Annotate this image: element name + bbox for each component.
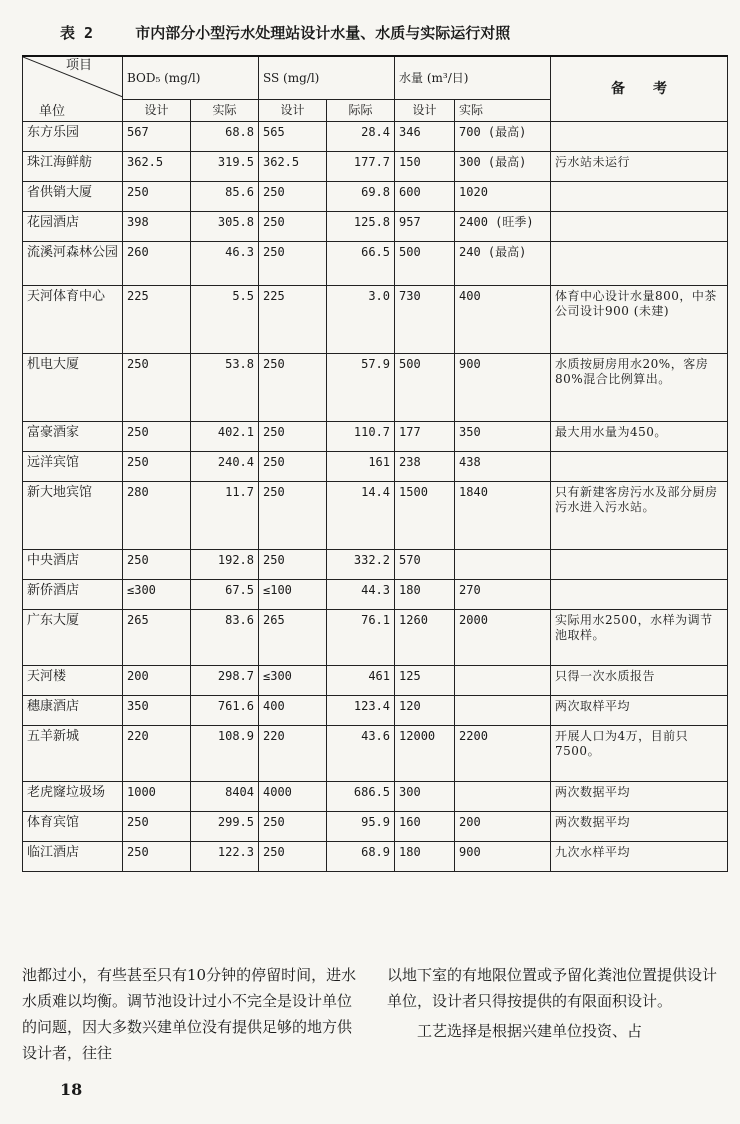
water-actual-cell: 900: [455, 842, 551, 872]
header-unit-label: 单位: [39, 104, 66, 119]
ss-actual-cell: 3.0: [327, 286, 395, 354]
bod-design-cell: 200: [123, 666, 191, 696]
remark-cell: [551, 452, 728, 482]
water-actual-cell: [455, 782, 551, 812]
water-actual-cell: 2400 (旺季): [455, 212, 551, 242]
header-water-design: 设计: [395, 100, 455, 122]
remark-cell: 实际用水2500，水样为调节池取样。: [551, 610, 728, 666]
unit-cell: 穗康酒店: [23, 696, 123, 726]
bod-design-cell: 250: [123, 550, 191, 580]
bod-design-cell: 260: [123, 242, 191, 286]
water-actual-cell: 300 (最高): [455, 152, 551, 182]
remark-cell: 两次取样平均: [551, 696, 728, 726]
data-table: [22, 55, 727, 872]
bod-actual-cell: 299.5: [191, 812, 259, 842]
ss-design-cell: 250: [259, 182, 327, 212]
table-row: [23, 812, 728, 842]
bod-actual-cell: 68.8: [191, 122, 259, 152]
ss-actual-cell: 125.8: [327, 212, 395, 242]
table-row: [23, 452, 728, 482]
unit-cell: 天河楼: [23, 666, 123, 696]
ss-actual-cell: 44.3: [327, 580, 395, 610]
table-row: [23, 696, 728, 726]
remark-cell: [551, 550, 728, 580]
ss-design-cell: 250: [259, 842, 327, 872]
ss-design-cell: 400: [259, 696, 327, 726]
table-row: [23, 122, 728, 152]
bod-design-cell: ≤300: [123, 580, 191, 610]
bod-actual-cell: 761.6: [191, 696, 259, 726]
unit-cell: 体育宾馆: [23, 812, 123, 842]
bod-design-cell: 362.5: [123, 152, 191, 182]
ss-design-cell: 250: [259, 550, 327, 580]
water-design-cell: 1260: [395, 610, 455, 666]
ss-actual-cell: 332.2: [327, 550, 395, 580]
ss-actual-cell: 68.9: [327, 842, 395, 872]
table-row: [23, 782, 728, 812]
body-column-left: 池都过小，有些甚至只有10分钟的停留时间，进水水质难以均衡。调节池设计过小不完全是设计单位的问题，因大多数兴建单位没有提供足够的地方供设计者，往往: [22, 966, 357, 1062]
body-paragraph: 以地下室的有地限位置或予留化粪池位置提供设计单位，设计者只得按提供的有限面积设计。: [387, 966, 718, 1010]
water-design-cell: 500: [395, 242, 455, 286]
unit-cell: 临江酒店: [23, 842, 123, 872]
water-design-cell: 300: [395, 782, 455, 812]
ss-design-cell: 220: [259, 726, 327, 782]
table-row: [23, 482, 728, 550]
ss-actual-cell: 66.5: [327, 242, 395, 286]
water-actual-cell: [455, 696, 551, 726]
water-actual-cell: [455, 666, 551, 696]
remark-cell: [551, 580, 728, 610]
bod-design-cell: 250: [123, 812, 191, 842]
bod-actual-cell: 298.7: [191, 666, 259, 696]
bod-design-cell: 1000: [123, 782, 191, 812]
water-actual-cell: 900: [455, 354, 551, 422]
water-design-cell: 957: [395, 212, 455, 242]
water-actual-cell: 2200: [455, 726, 551, 782]
remark-cell: 污水站未运行: [551, 152, 728, 182]
ss-actual-cell: 14.4: [327, 482, 395, 550]
table-row: [23, 182, 728, 212]
bod-actual-cell: 11.7: [191, 482, 259, 550]
water-actual-cell: 270: [455, 580, 551, 610]
table-label: 表 2: [60, 24, 94, 42]
ss-design-cell: ≤100: [259, 580, 327, 610]
water-actual-cell: 240 (最高): [455, 242, 551, 286]
remark-cell: 两次数据平均: [551, 782, 728, 812]
unit-cell: 新大地宾馆: [23, 482, 123, 550]
water-design-cell: 125: [395, 666, 455, 696]
ss-design-cell: 265: [259, 610, 327, 666]
water-actual-cell: 2000: [455, 610, 551, 666]
water-design-cell: 150: [395, 152, 455, 182]
remark-cell: 只得一次水质报告: [551, 666, 728, 696]
table-row: [23, 842, 728, 872]
ss-actual-cell: 123.4: [327, 696, 395, 726]
water-actual-cell: 1020: [455, 182, 551, 212]
table-row: [23, 152, 728, 182]
ss-design-cell: 250: [259, 242, 327, 286]
table-row: [23, 242, 728, 286]
remark-cell: 两次数据平均: [551, 812, 728, 842]
remark-cell: 最大用水量为450。: [551, 422, 728, 452]
bod-actual-cell: 67.5: [191, 580, 259, 610]
ss-actual-cell: 177.7: [327, 152, 395, 182]
ss-design-cell: 250: [259, 812, 327, 842]
unit-cell: 广东大厦: [23, 610, 123, 666]
header-water: 水量 (m³/日): [395, 56, 551, 100]
bod-actual-cell: 83.6: [191, 610, 259, 666]
remark-cell: [551, 242, 728, 286]
water-design-cell: 177: [395, 422, 455, 452]
unit-cell: 中央酒店: [23, 550, 123, 580]
remark-cell: [551, 212, 728, 242]
table-body: [23, 122, 728, 872]
unit-cell: 远洋宾馆: [23, 452, 123, 482]
water-design-cell: 730: [395, 286, 455, 354]
remark-cell: [551, 182, 728, 212]
unit-cell: 天河体育中心: [23, 286, 123, 354]
bod-actual-cell: 402.1: [191, 422, 259, 452]
table-row: [23, 610, 728, 666]
bod-actual-cell: 46.3: [191, 242, 259, 286]
water-actual-cell: 200: [455, 812, 551, 842]
bod-actual-cell: 8404: [191, 782, 259, 812]
header-bod: BOD₅ (mg/l): [123, 56, 259, 100]
ss-design-cell: 4000: [259, 782, 327, 812]
remark-cell: 开展人口为4万，目前只7500。: [551, 726, 728, 782]
header-ss-design: 设计: [259, 100, 327, 122]
bod-actual-cell: 240.4: [191, 452, 259, 482]
bod-design-cell: 250: [123, 354, 191, 422]
header-remark: 备 考: [551, 56, 728, 122]
diagonal-header-cell: [23, 56, 123, 122]
ss-actual-cell: 28.4: [327, 122, 395, 152]
ss-actual-cell: 461: [327, 666, 395, 696]
unit-cell: 富豪酒家: [23, 422, 123, 452]
water-design-cell: 238: [395, 452, 455, 482]
table-row: [23, 550, 728, 580]
ss-actual-cell: 43.6: [327, 726, 395, 782]
bod-actual-cell: 192.8: [191, 550, 259, 580]
header-ss: SS (mg/l): [259, 56, 395, 100]
bod-design-cell: 250: [123, 182, 191, 212]
water-actual-cell: 438: [455, 452, 551, 482]
ss-design-cell: ≤300: [259, 666, 327, 696]
unit-cell: 珠江海鲜舫: [23, 152, 123, 182]
unit-cell: 东方乐园: [23, 122, 123, 152]
unit-cell: 新侨酒店: [23, 580, 123, 610]
unit-cell: 老虎窿垃圾场: [23, 782, 123, 812]
bod-design-cell: 398: [123, 212, 191, 242]
header-item-label: 项目: [65, 58, 92, 73]
bod-actual-cell: 53.8: [191, 354, 259, 422]
remark-cell: 体育中心设计水量800，中茶公司设计900 (未建): [551, 286, 728, 354]
ss-actual-cell: 110.7: [327, 422, 395, 452]
table-row: [23, 422, 728, 452]
unit-cell: 花园酒店: [23, 212, 123, 242]
water-actual-cell: 350: [455, 422, 551, 452]
ss-actual-cell: 161: [327, 452, 395, 482]
ss-design-cell: 565: [259, 122, 327, 152]
bod-design-cell: 350: [123, 696, 191, 726]
water-actual-cell: [455, 550, 551, 580]
ss-actual-cell: 69.8: [327, 182, 395, 212]
ss-actual-cell: 95.9: [327, 812, 395, 842]
bod-actual-cell: 305.8: [191, 212, 259, 242]
bod-design-cell: 250: [123, 422, 191, 452]
ss-design-cell: 250: [259, 482, 327, 550]
ss-actual-cell: 686.5: [327, 782, 395, 812]
bod-design-cell: 250: [123, 842, 191, 872]
water-actual-cell: 700 (最高): [455, 122, 551, 152]
remark-cell: [551, 122, 728, 152]
table-row: [23, 726, 728, 782]
bod-design-cell: 225: [123, 286, 191, 354]
bod-actual-cell: 319.5: [191, 152, 259, 182]
bod-actual-cell: 108.9: [191, 726, 259, 782]
ss-actual-cell: 76.1: [327, 610, 395, 666]
page-number: 18: [60, 1080, 83, 1099]
ss-design-cell: 250: [259, 212, 327, 242]
ss-design-cell: 250: [259, 422, 327, 452]
bod-design-cell: 250: [123, 452, 191, 482]
ss-design-cell: 250: [259, 354, 327, 422]
water-design-cell: 500: [395, 354, 455, 422]
unit-cell: 五羊新城: [23, 726, 123, 782]
table-row: [23, 580, 728, 610]
header-ss-actual: 际际: [327, 100, 395, 122]
water-actual-cell: 400: [455, 286, 551, 354]
header-bod-design: 设计: [123, 100, 191, 122]
table-row: [23, 354, 728, 422]
ss-design-cell: 225: [259, 286, 327, 354]
table-row: [23, 286, 728, 354]
water-actual-cell: 1840: [455, 482, 551, 550]
bod-design-cell: 265: [123, 610, 191, 666]
table-caption: [60, 22, 720, 43]
remark-cell: 只有新建客房污水及部分厨房污水进入污水站。: [551, 482, 728, 550]
water-design-cell: 180: [395, 842, 455, 872]
body-paragraph: 工艺选择是根据兴建单位投资、占: [417, 1022, 643, 1040]
table-title: 市内部分小型污水处理站设计水量、水质与实际运行对照: [135, 24, 511, 42]
ss-design-cell: 362.5: [259, 152, 327, 182]
header-water-actual: 实际: [455, 100, 551, 122]
water-design-cell: 346: [395, 122, 455, 152]
unit-cell: 省供销大厦: [23, 182, 123, 212]
bod-actual-cell: 85.6: [191, 182, 259, 212]
water-design-cell: 120: [395, 696, 455, 726]
bod-actual-cell: 122.3: [191, 842, 259, 872]
water-design-cell: 180: [395, 580, 455, 610]
bod-actual-cell: 5.5: [191, 286, 259, 354]
table-row: [23, 212, 728, 242]
bod-design-cell: 567: [123, 122, 191, 152]
unit-cell: 流溪河森林公园: [23, 242, 123, 286]
water-design-cell: 12000: [395, 726, 455, 782]
water-design-cell: 1500: [395, 482, 455, 550]
bod-design-cell: 220: [123, 726, 191, 782]
water-design-cell: 570: [395, 550, 455, 580]
ss-actual-cell: 57.9: [327, 354, 395, 422]
ss-design-cell: 250: [259, 452, 327, 482]
water-design-cell: 160: [395, 812, 455, 842]
header-bod-actual: 实际: [191, 100, 259, 122]
bod-design-cell: 280: [123, 482, 191, 550]
unit-cell: 机电大厦: [23, 354, 123, 422]
remark-cell: 九次水样平均: [551, 842, 728, 872]
remark-cell: 水质按厨房用水20%，客房80%混合比例算出。: [551, 354, 728, 422]
body-column-right: [387, 962, 727, 1044]
water-design-cell: 600: [395, 182, 455, 212]
table-row: [23, 666, 728, 696]
